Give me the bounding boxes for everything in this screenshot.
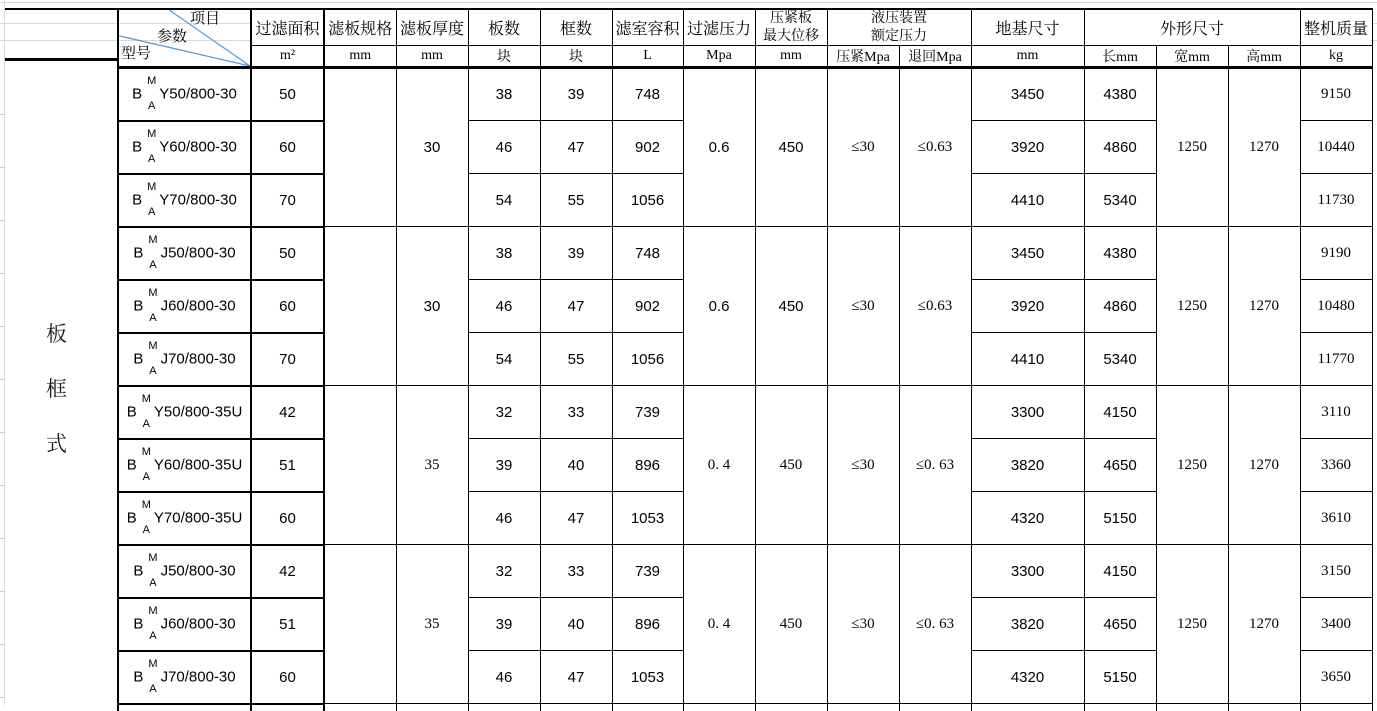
frames-cell[interactable]: 55 xyxy=(540,174,612,227)
model-cell[interactable]: B M A J50/800-30 xyxy=(118,545,251,598)
col-header-overall[interactable]: 外形尺寸 xyxy=(1084,9,1300,46)
model-cell[interactable] xyxy=(118,68,251,121)
displacement-cell[interactable]: 450 xyxy=(755,227,827,386)
model-stack: M A xyxy=(147,75,157,113)
model-name: Y50/800-30 xyxy=(159,85,237,103)
width-cell[interactable]: 1250 xyxy=(1156,545,1228,704)
model-cell[interactable]: B M A J60/800-30 xyxy=(118,280,251,333)
spec-table xyxy=(117,8,1373,711)
area-cell[interactable]: 51 xyxy=(251,598,324,651)
foundation-cell[interactable]: 3920 xyxy=(971,121,1084,174)
return-cell[interactable]: ≤0.63 xyxy=(899,68,971,227)
volume-cell[interactable]: 739 xyxy=(612,545,683,598)
foundation-cell[interactable]: 4410 xyxy=(971,174,1084,227)
model-cell[interactable]: B M A Y50/800-35U xyxy=(118,386,251,439)
foundation-cell[interactable]: 3820 xyxy=(971,439,1084,492)
col-header-foundation[interactable]: 地基尺寸 xyxy=(971,9,1084,46)
col-header-thickness[interactable]: 滤板厚度 xyxy=(396,9,468,46)
weight-cell[interactable]: 3650 xyxy=(1300,651,1372,704)
frames-cell[interactable]: 47 xyxy=(540,492,612,545)
volume-cell[interactable]: 1053 xyxy=(612,492,683,545)
plates-cell[interactable]: 39 xyxy=(468,439,540,492)
return-cell[interactable]: ≤0. 63 xyxy=(899,386,971,545)
unit-frames[interactable]: 块 xyxy=(540,46,612,68)
height-cell[interactable]: 1270 xyxy=(1228,227,1300,386)
foundation-cell[interactable]: 3300 xyxy=(971,386,1084,439)
length-cell[interactable]: 4650 xyxy=(1084,439,1156,492)
plates-cell[interactable]: 39 xyxy=(468,598,540,651)
weight-cell[interactable]: 3610 xyxy=(1300,492,1372,545)
col-header-frames[interactable]: 框数 xyxy=(540,9,612,46)
foundation-cell[interactable]: 4320 xyxy=(971,492,1084,545)
weight-cell[interactable]: 9150 xyxy=(1300,68,1372,121)
model-cell[interactable]: B M A Y70/800-30 xyxy=(118,174,251,227)
pressure-cell[interactable]: 0.6 xyxy=(683,68,755,227)
foundation-cell[interactable]: 3300 xyxy=(971,545,1084,598)
foundation-cell[interactable]: 3450 xyxy=(971,68,1084,121)
area-cell[interactable]: 42 xyxy=(251,545,324,598)
displacement-cell[interactable]: 450 xyxy=(755,68,827,227)
foundation-cell[interactable]: 3450 xyxy=(971,227,1084,280)
unit-overall-width[interactable]: 宽mm xyxy=(1156,46,1228,68)
frames-cell[interactable]: 47 xyxy=(540,651,612,704)
unit-plates[interactable]: 块 xyxy=(468,46,540,68)
length-cell[interactable]: 4150 xyxy=(1084,386,1156,439)
category-char: 框 xyxy=(46,377,67,401)
length-cell[interactable]: 4860 xyxy=(1084,280,1156,333)
volume-cell[interactable]: 1056 xyxy=(612,333,683,386)
plates-cell[interactable]: 46 xyxy=(468,280,540,333)
volume-cell[interactable]: 902 xyxy=(612,121,683,174)
diag-label-model: 型号 xyxy=(121,46,152,62)
col-header-area[interactable]: 过滤面积 xyxy=(251,9,324,46)
thickness-cell[interactable]: 30 xyxy=(396,68,468,227)
length-cell[interactable]: 4150 xyxy=(1084,545,1156,598)
plates-cell[interactable]: 46 xyxy=(468,492,540,545)
height-cell[interactable]: 1270 xyxy=(1228,68,1300,227)
unit-foundation[interactable]: mm xyxy=(971,46,1084,68)
volume-cell[interactable]: 748 xyxy=(612,227,683,280)
gridline-ticks xyxy=(0,62,5,698)
frames-cell[interactable]: 40 xyxy=(540,439,612,492)
model-cell[interactable]: B M A J50/800-30 xyxy=(118,227,251,280)
frames-cell[interactable]: 33 xyxy=(540,545,612,598)
col-header-displacement-line1: 压紧板 xyxy=(770,11,812,26)
unit-hydraulic-press[interactable]: 压紧Mpa xyxy=(827,46,899,68)
thickness-cell[interactable]: 30 xyxy=(396,227,468,386)
foundation-cell[interactable]: 3920 xyxy=(971,280,1084,333)
area-cell[interactable]: 70 xyxy=(251,174,324,227)
col-header-hydraulic-line1: 液压装置 xyxy=(871,11,927,26)
area-cell[interactable]: 60 xyxy=(251,492,324,545)
area-cell[interactable]: 70 xyxy=(251,333,324,386)
plates-cell[interactable]: 32 xyxy=(468,545,540,598)
col-header-displacement[interactable] xyxy=(755,9,827,46)
category-label-vertical xyxy=(46,324,67,455)
weight-cell[interactable]: 3400 xyxy=(1300,598,1372,651)
plates-cell[interactable]: 32 xyxy=(468,386,540,439)
volume-cell[interactable]: 1053 xyxy=(612,651,683,704)
category-char: 式 xyxy=(46,432,67,456)
plates-cell[interactable]: 38 xyxy=(468,68,540,121)
foundation-cell[interactable]: 4410 xyxy=(971,333,1084,386)
thickness-cell[interactable]: 35 xyxy=(396,386,468,545)
volume-cell[interactable]: 739 xyxy=(612,386,683,439)
model-cell[interactable]: B M A J70/800-30 xyxy=(118,333,251,386)
unit-hydraulic-return[interactable]: 退回Mpa xyxy=(899,46,971,68)
length-cell[interactable]: 5150 xyxy=(1084,651,1156,704)
frames-cell[interactable]: 39 xyxy=(540,227,612,280)
volume-cell[interactable]: 902 xyxy=(612,280,683,333)
gridline xyxy=(0,2,1377,3)
unit-weight[interactable]: kg xyxy=(1300,46,1372,68)
length-cell[interactable]: 4860 xyxy=(1084,121,1156,174)
spec-cell[interactable] xyxy=(324,68,396,227)
unit-volume[interactable]: L xyxy=(612,46,683,68)
width-cell[interactable]: 1250 xyxy=(1156,68,1228,227)
plates-cell[interactable]: 46 xyxy=(468,121,540,174)
press-cell[interactable]: ≤30 xyxy=(827,227,899,386)
displacement-cell[interactable]: 450 xyxy=(755,386,827,545)
col-header-weight[interactable]: 整机质量 xyxy=(1300,9,1372,46)
length-cell[interactable]: 4380 xyxy=(1084,68,1156,121)
diagonal-header-cell[interactable] xyxy=(118,9,251,68)
return-cell[interactable]: ≤0.63 xyxy=(899,227,971,386)
width-cell[interactable]: 1250 xyxy=(1156,227,1228,386)
unit-overall-length[interactable]: 长mm xyxy=(1084,46,1156,68)
width-cell[interactable]: 1250 xyxy=(1156,386,1228,545)
category-char: 板 xyxy=(46,322,67,346)
spec-cell[interactable] xyxy=(324,386,396,545)
unit-overall-height[interactable]: 高mm xyxy=(1228,46,1300,68)
volume-cell[interactable]: 896 xyxy=(612,598,683,651)
unit-area[interactable]: m² xyxy=(251,46,324,68)
length-cell[interactable]: 5150 xyxy=(1084,492,1156,545)
area-cell[interactable]: 51 xyxy=(251,439,324,492)
weight-cell[interactable]: 11770 xyxy=(1300,333,1372,386)
weight-cell[interactable]: 10440 xyxy=(1300,121,1372,174)
spec-cell[interactable] xyxy=(324,545,396,704)
diag-label-parameter: 参数 xyxy=(157,29,188,45)
pressure-cell[interactable]: 0. 4 xyxy=(683,545,755,704)
model-prefix: B xyxy=(132,85,143,103)
area-cell[interactable]: 50 xyxy=(251,227,324,280)
plates-cell[interactable]: 54 xyxy=(468,333,540,386)
length-cell[interactable]: 4650 xyxy=(1084,598,1156,651)
area-cell[interactable]: 60 xyxy=(251,651,324,704)
height-cell[interactable]: 1270 xyxy=(1228,545,1300,704)
col-header-hydraulic-line2: 额定压力 xyxy=(871,28,927,44)
area-cell[interactable]: 50 xyxy=(251,68,324,121)
frames-cell[interactable]: 39 xyxy=(540,68,612,121)
area-cell[interactable]: 60 xyxy=(251,121,324,174)
plates-cell[interactable]: 54 xyxy=(468,174,540,227)
return-cell[interactable]: ≤0. 63 xyxy=(899,545,971,704)
weight-cell[interactable]: 3150 xyxy=(1300,545,1372,598)
pressure-cell[interactable]: 0.6 xyxy=(683,227,755,386)
col-header-spec[interactable]: 滤板规格 xyxy=(324,9,396,46)
height-cell[interactable]: 1270 xyxy=(1228,386,1300,545)
foundation-cell[interactable]: 4320 xyxy=(971,651,1084,704)
frames-cell[interactable]: 47 xyxy=(540,280,612,333)
col-header-volume[interactable]: 滤室容积 xyxy=(612,9,683,46)
pressure-cell[interactable]: 0. 4 xyxy=(683,386,755,545)
model-cell[interactable]: B M A Y60/800-30 xyxy=(118,121,251,174)
weight-cell[interactable]: 11730 xyxy=(1300,174,1372,227)
weight-cell[interactable]: 10480 xyxy=(1300,280,1372,333)
weight-cell[interactable]: 3360 xyxy=(1300,439,1372,492)
header-bottom-border-left-segment xyxy=(5,58,117,61)
frames-cell[interactable]: 40 xyxy=(540,598,612,651)
spec-cell[interactable] xyxy=(324,227,396,386)
area-cell[interactable]: 42 xyxy=(251,386,324,439)
frames-cell[interactable]: 47 xyxy=(540,121,612,174)
press-cell[interactable]: ≤30 xyxy=(827,68,899,227)
plates-cell[interactable]: 46 xyxy=(468,651,540,704)
plates-cell[interactable]: 38 xyxy=(468,227,540,280)
displacement-cell[interactable]: 450 xyxy=(755,545,827,704)
unit-spec[interactable]: mm xyxy=(324,46,396,68)
col-header-pressure[interactable]: 过滤压力 xyxy=(683,9,755,46)
frames-cell[interactable]: 55 xyxy=(540,333,612,386)
length-cell[interactable]: 5340 xyxy=(1084,333,1156,386)
model-cell[interactable]: B M A J70/800-30 xyxy=(118,651,251,704)
diag-label-item: 项目 xyxy=(190,11,221,27)
unit-pressure[interactable]: Mpa xyxy=(683,46,755,68)
press-cell[interactable]: ≤30 xyxy=(827,386,899,545)
col-header-displacement-line2: 最大位移 xyxy=(763,28,819,44)
length-cell[interactable]: 4380 xyxy=(1084,227,1156,280)
frames-cell[interactable]: 33 xyxy=(540,386,612,439)
area-cell[interactable]: 60 xyxy=(251,280,324,333)
thickness-cell[interactable]: 35 xyxy=(396,545,468,704)
model-cell[interactable]: B M A Y70/800-35U xyxy=(118,492,251,545)
model-cell[interactable]: B M A J60/800-30 xyxy=(118,598,251,651)
filter-press-spec-table xyxy=(117,8,1373,711)
model-cell[interactable]: B M A Y60/800-35U xyxy=(118,439,251,492)
unit-thickness[interactable]: mm xyxy=(396,46,468,68)
volume-cell[interactable]: 1056 xyxy=(612,174,683,227)
weight-cell[interactable]: 9190 xyxy=(1300,227,1372,280)
volume-cell[interactable]: 748 xyxy=(612,68,683,121)
volume-cell[interactable]: 896 xyxy=(612,439,683,492)
col-header-plates[interactable]: 板数 xyxy=(468,9,540,46)
length-cell[interactable]: 5340 xyxy=(1084,174,1156,227)
table-top-border-left-segment xyxy=(5,8,117,10)
unit-displacement[interactable]: mm xyxy=(755,46,827,68)
weight-cell[interactable]: 3110 xyxy=(1300,386,1372,439)
col-header-hydraulic[interactable] xyxy=(827,9,971,46)
press-cell[interactable]: ≤30 xyxy=(827,545,899,704)
foundation-cell[interactable]: 3820 xyxy=(971,598,1084,651)
